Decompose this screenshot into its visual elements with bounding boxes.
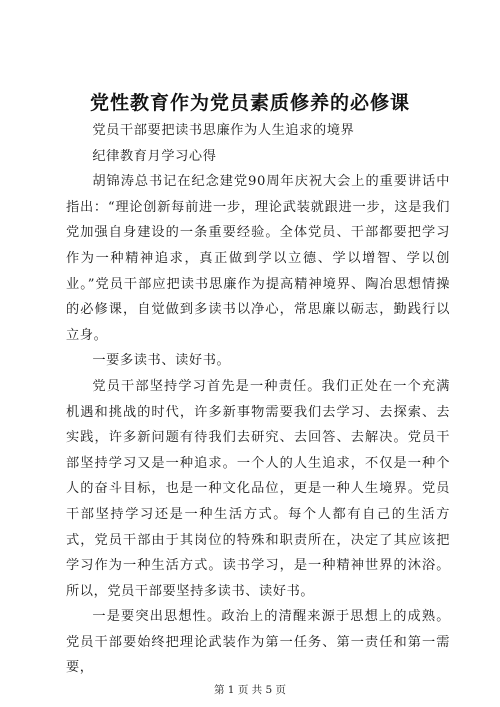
body-paragraph: 胡锦涛总书记在纪念建党90周年庆祝大会上的重要讲话中指出：“理论创新每前进一步，理论武装就跟进一步，这是我们党加强自身建设的一条重要经验。全体党员、干部都要把学习作为一种精神追求，真正做到学以立德、学以增智、学以创业。”党员干部应把读书思廉作为提高精神境界、陶冶思想情操的必修课，自觉做到多读书以净心，常思廉以砺志，勤践行以立身。: [66, 174, 450, 343]
document-title: 党性教育作为党员素质修养的必修课: [89, 92, 410, 114]
document-body: [66, 118, 450, 681]
body-paragraph: 党员干部坚持学习首先是一种责任。我们正处在一个充满机遇和挑战的时代，许多新事物需要我们去学习、去探索、去实践，许多新问题有待我们去研究、去回答、去解决。党员干部坚持学习又是一种追求。一个人的人生追求，不仅是一种个人的奋斗目标，也是一种文化品位，更是一种人生境界。党员干部坚持学习还是一种生活方式。每个人都有自己的生活方式，党员干部由于其岗位的特殊和职责所在，决定了其应该把学习作为一种生活方式。读书学习，是一种精神世界的沐浴。所以，党员干部要坚持多读书、读好书。: [66, 378, 450, 599]
section-heading: 一要多读书、读好书。: [92, 353, 231, 369]
subtitle-line: 党员干部要把读书思廉作为人生追求的境界: [92, 123, 355, 138]
page-number: 第 1 页 共 5 页: [213, 684, 287, 696]
body-paragraph: 一是要突出思想性。政治上的清醒来源于思想上的成熟。党员干部要始终把理论武装作为第一任务、第一责任和第一需要，: [66, 609, 450, 676]
subtitle-line: 纪律教育月学习心得: [92, 148, 217, 164]
